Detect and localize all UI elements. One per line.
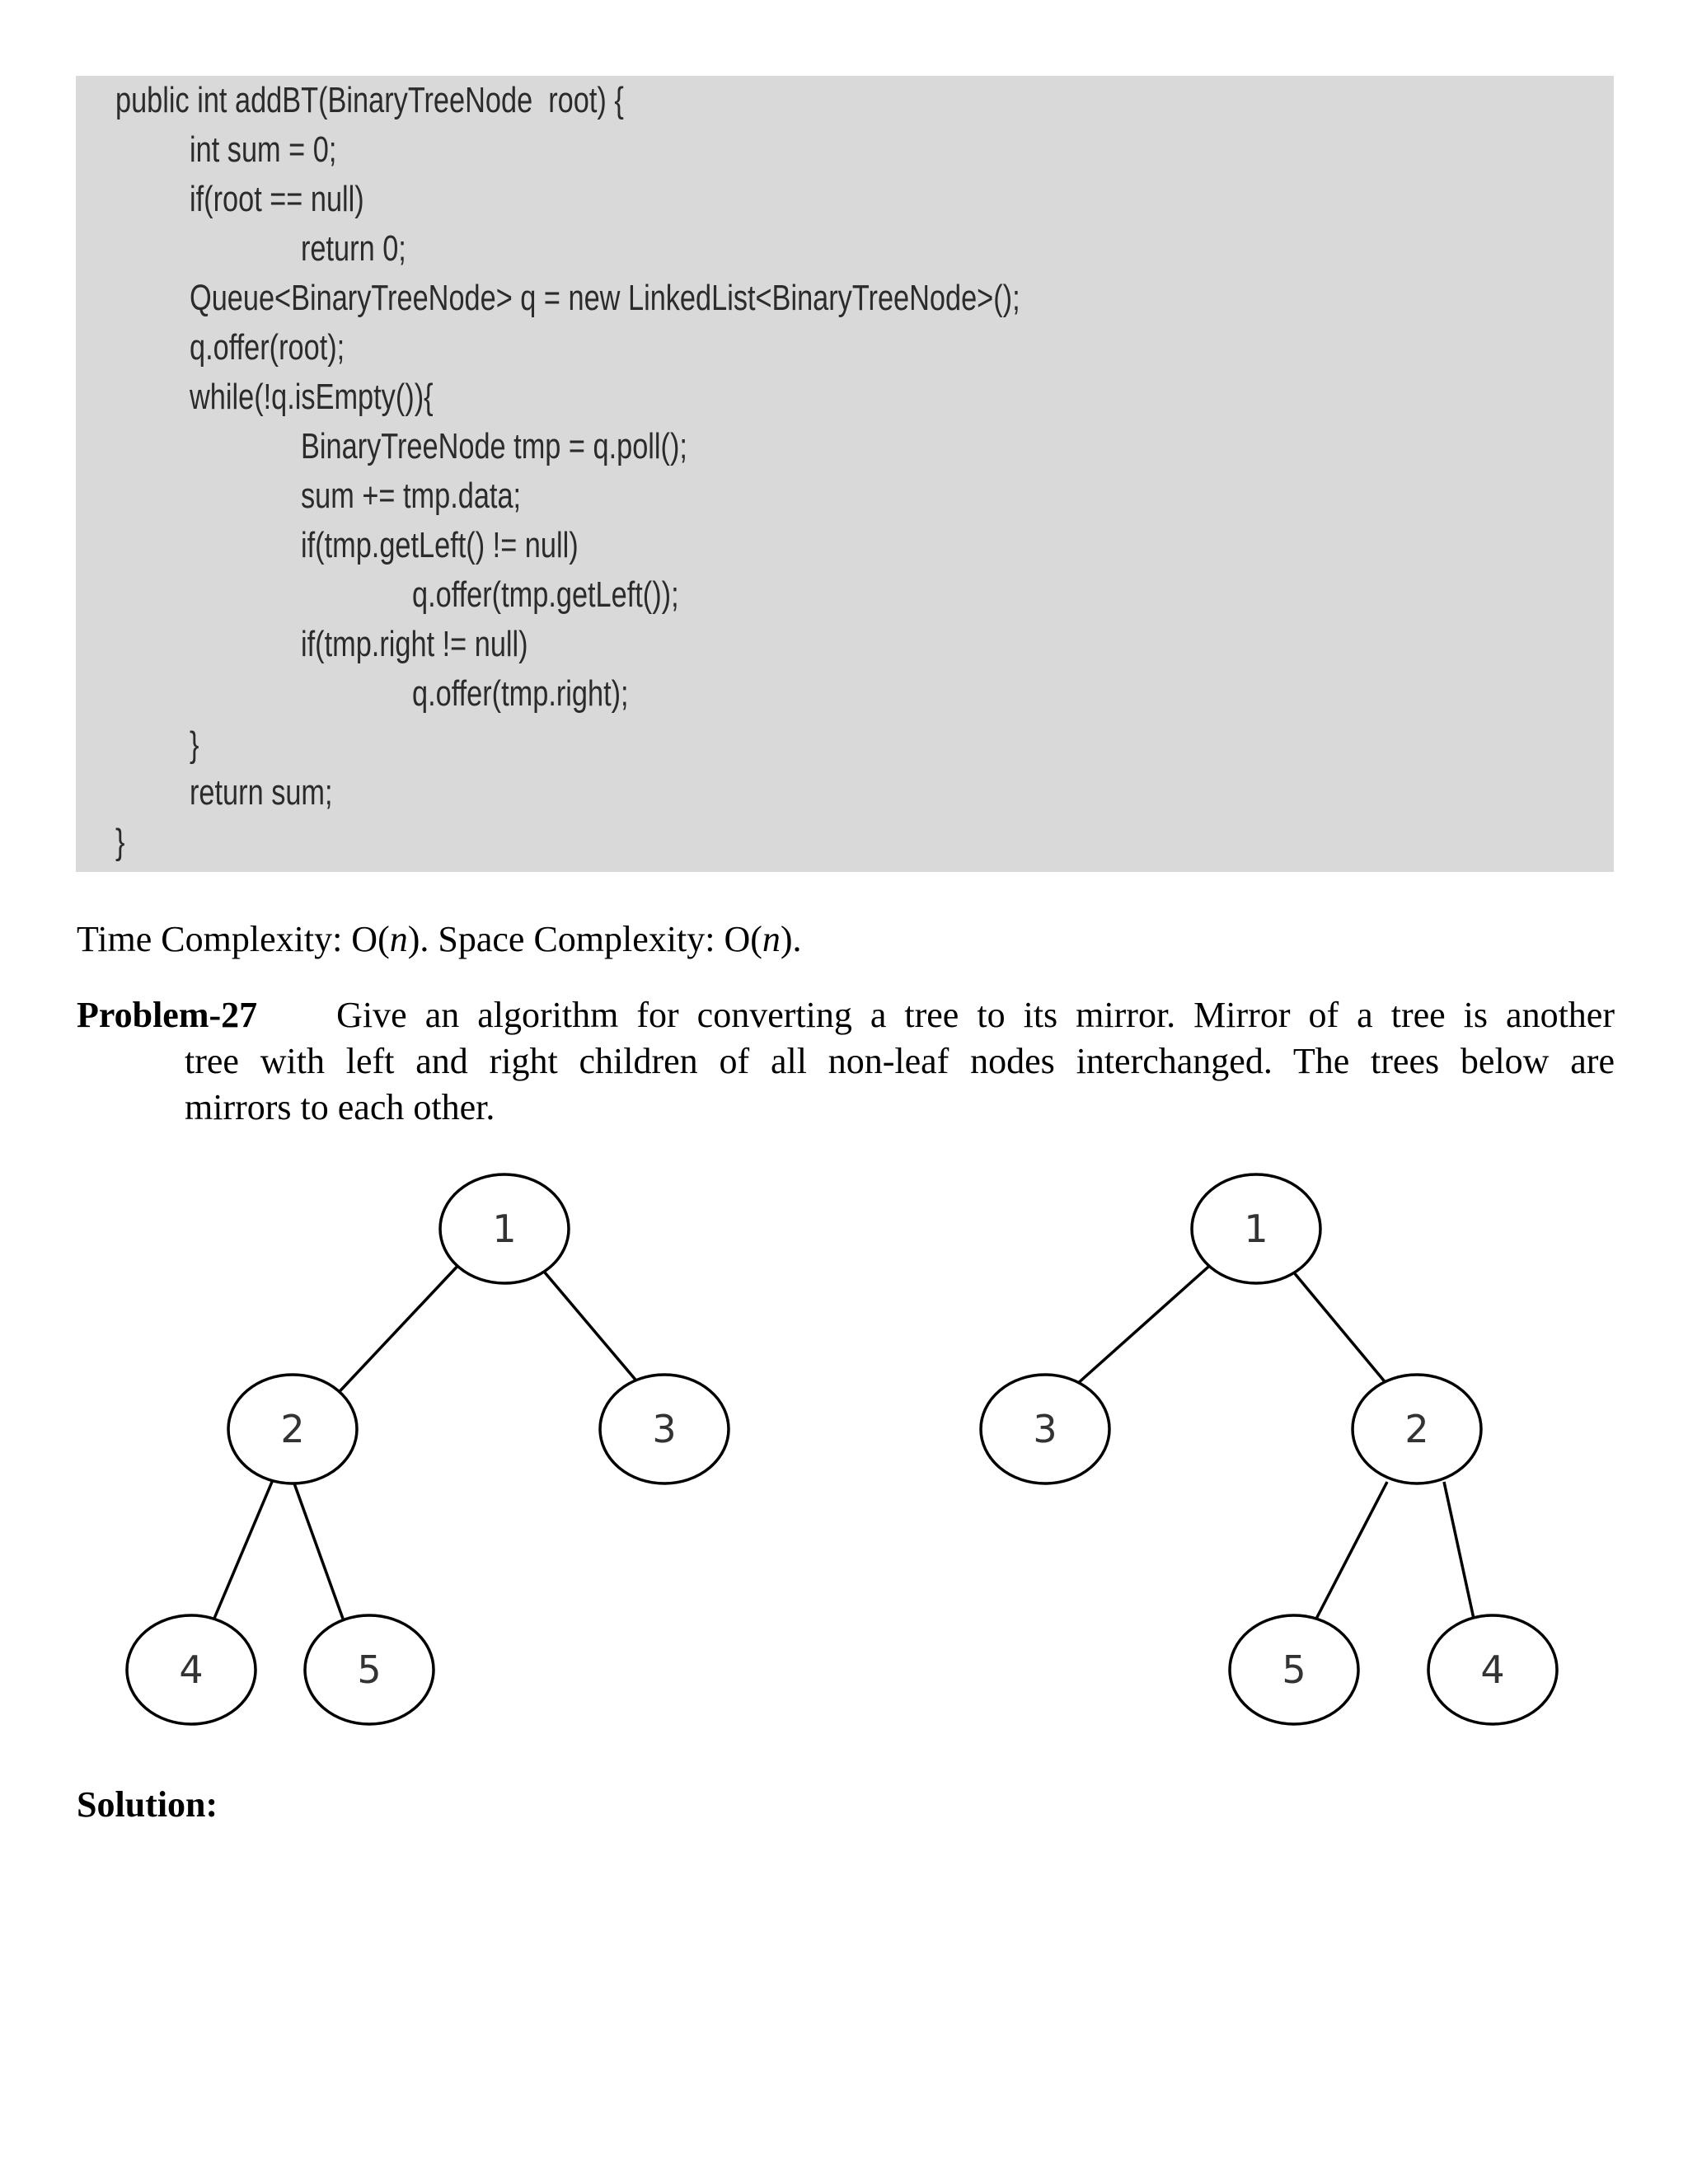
edge-1-3: [1076, 1261, 1215, 1385]
complexity-var: n: [762, 919, 781, 959]
code-line: while(!q.isEmpty()){: [190, 377, 434, 417]
edge-1-2: [1289, 1267, 1387, 1385]
code-line: return 0;: [301, 228, 406, 269]
node-label: 1: [1244, 1207, 1268, 1251]
code-line: if(tmp.getLeft() != null): [301, 525, 579, 565]
problem-label: Problem-27: [77, 995, 258, 1035]
node-label: 4: [1480, 1647, 1505, 1692]
node-label: 4: [179, 1647, 204, 1692]
complexity-var: n: [389, 919, 408, 959]
code-line: Queue<BinaryTreeNode> q = new LinkedList<BinaryTreeNode>();: [190, 278, 1020, 318]
complexity-suffix: ).: [780, 919, 802, 959]
node-label: 2: [1404, 1407, 1429, 1451]
code-line: if(root == null): [190, 179, 364, 219]
edge-1-3: [536, 1262, 640, 1385]
code-line: }: [115, 822, 125, 862]
code-line: q.offer(root);: [190, 327, 345, 368]
code-line: int sum = 0;: [190, 129, 337, 170]
code-line: if(tmp.right != null): [301, 624, 528, 664]
code-line: BinaryTreeNode tmp = q.poll();: [301, 426, 687, 466]
edge-2-4: [213, 1482, 272, 1620]
code-line: public int addBT(BinaryTreeNode root) {: [115, 80, 624, 120]
node-label: 5: [1282, 1647, 1306, 1692]
node-label: 1: [492, 1207, 517, 1251]
code-line: sum += tmp.data;: [301, 476, 522, 516]
original-tree: [127, 1174, 729, 1724]
solution-heading: Solution:: [77, 1784, 218, 1825]
complexity-mid: ). Space Complexity: O(: [407, 919, 762, 959]
code-line: q.offer(tmp.getLeft());: [412, 574, 679, 615]
problem-line-3: mirrors to each other.: [185, 1087, 495, 1127]
edge-2-4: [1444, 1482, 1474, 1619]
node-label: 2: [280, 1407, 305, 1451]
complexity-prefix: Time Complexity: O(: [77, 919, 390, 959]
code-line: q.offer(tmp.right);: [412, 673, 629, 714]
mirror-tree: [981, 1174, 1557, 1724]
code-line: }: [190, 724, 199, 765]
node-label: 3: [1033, 1407, 1057, 1451]
problem-line-2: tree with left and right children of all non-leaf nodes interchanged. The trees below are: [185, 1041, 1615, 1081]
node-label: 5: [357, 1647, 382, 1692]
node-label: 3: [652, 1407, 677, 1451]
code-line: return sum;: [190, 772, 333, 813]
problem-line-1: Give an algorithm for converting a tree to its mirror. Mirror of a tree is another: [336, 995, 1615, 1035]
edge-2-5: [1315, 1482, 1387, 1620]
edge-2-5: [294, 1483, 343, 1619]
